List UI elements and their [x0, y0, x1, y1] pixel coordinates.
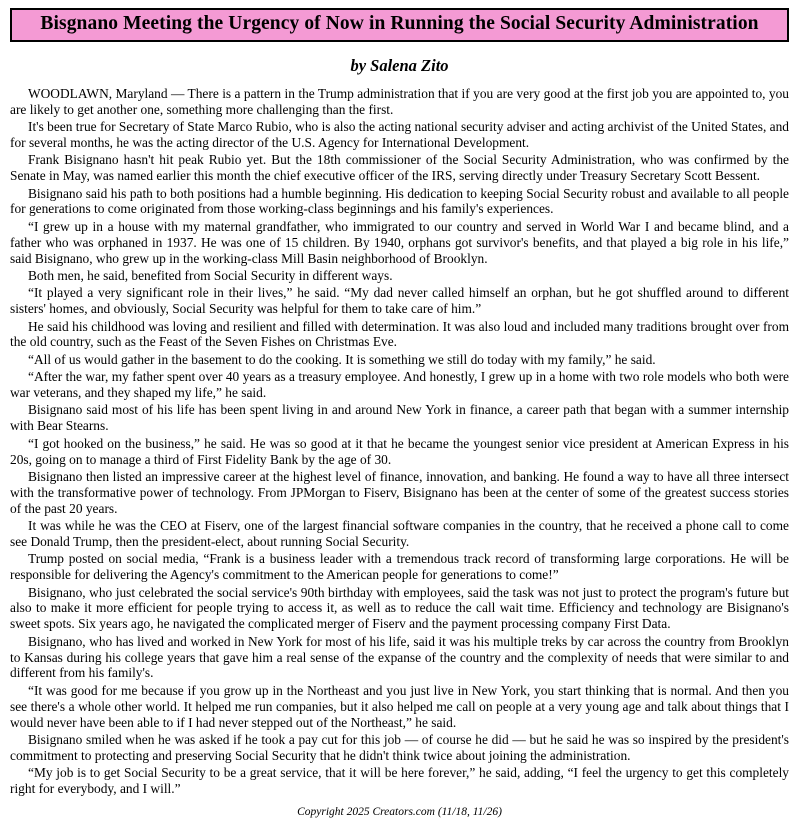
- article-paragraph: Bisignano smiled when he was asked if he took a pay cut for this job — of course he did — but he said he was so inspired by the president's commitment to protecting and preserving Social Security that he didn't think twice about joining the administration.: [10, 731, 789, 763]
- article-paragraph: “All of us would gather in the basement to do the cooking. It is something we still do today with my family,” he said.: [28, 351, 656, 367]
- article-body: [10, 86, 789, 797]
- article-paragraph: Both men, he said, benefited from Social Security in different ways.: [28, 267, 393, 283]
- article-paragraph: Frank Bisignano hasn't hit peak Rubio yet. But the 18th commissioner of the Social Security Administration, who was confirmed by the Senate in May, was named earlier this month the chief executive officer of the IRS, serving directly under Treasury Secretary Scott Bessent.: [10, 152, 789, 184]
- article-paragraph: Bisignano said his path to both positions had a humble beginning. His dedication to keeping Social Security robust and available to all people for generations to come originated from those working-class beginnings and his family's experiences.: [10, 185, 789, 217]
- article-paragraph: “After the war, my father spent over 40 years as a treasury employee. And honestly, I grew up in a home with two role models who both were war veterans, and they shaped my life,” he said.: [10, 369, 789, 401]
- article-paragraph: “It was good for me because if you grow up in the Northeast and you just live in New York, you start thinking that is normal. And then you see there's a whole other world. It helped me run companies, but it also helped me call on people at a very young age and talk about things that I would never have been able to if I had never stepped out of the Northeast,” he said.: [10, 682, 789, 730]
- article-paragraph: “My job is to get Social Security to be a great service, that it will be here forever,” he said, adding, “I feel the urgency to get this completely right for everybody, and I will.”: [10, 765, 789, 797]
- article-paragraph: Bisignano, who has lived and worked in New York for most of his life, said it was his multiple treks by car across the country from Brooklyn to Kansas during his college years that gave him a real sense of the expanse of the country and the complexity of needs that were similar to and different from his family's.: [10, 633, 789, 681]
- article-paragraph: It was while he was the CEO at Fiserv, one of the largest financial software companies in the country, that he received a phone call to come see Donald Trump, then the president-elect, about running Social Security.: [10, 518, 789, 549]
- article-paragraph: Bisignano then listed an impressive career at the highest level of finance, innovation, and banking. He found a way to have all three intersect with the transformative power of technology. From JPMorgan to Fiserv, Bisignano has been at the center of some of the greatest success stories of the past 20 years.: [10, 468, 789, 516]
- article-paragraph: He said his childhood was loving and resilient and filled with determination. It was also loud and included many traditions brought over from the old country, such as the Feast of the Seven Fishes on Christmas Eve.: [10, 318, 789, 350]
- article-paragraph: Bisignano said most of his life has been spent living in and around New York in finance, a career path that began with a summer internship with Bear Stearns.: [10, 402, 789, 434]
- headline-banner: [10, 8, 789, 42]
- article-paragraph: Bisignano, who just celebrated the social service's 90th birthday with employees, said the task was not just to protect the program's future but also to make it more efficient for people trying to access it, as well as to reduce the call wait time. Efficiency and technology are Bisignano's sweet spots. Six years ago, he navigated the complicated merger of Fiserv and the payment processing company First Data.: [10, 584, 789, 632]
- article-paragraph: It's been true for Secretary of State Marco Rubio, who is also the acting national security adviser and acting archivist of the United States, and for several months, he was the acting director of the U.S. Agency for International Development.: [10, 119, 789, 150]
- article-paragraph: “I got hooked on the business,” he said. He was so good at it that he became the youngest senior vice president at American Express in his 20s, going on to manage a third of First Fidelity Bank by the age of 30.: [10, 435, 789, 467]
- byline: by Salena Zito: [350, 55, 449, 75]
- copyright-notice: Copyright 2025 Creators.com (11/18, 11/26): [297, 805, 502, 818]
- article-paragraph: WOODLAWN, Maryland — There is a pattern in the Trump administration that if you are very good at the first job you are appointed to, you are likely to get another one, something more challenging than the first.: [10, 85, 789, 117]
- article-paragraph: “It played a very significant role in their lives,” he said. “My dad never called himself an orphan, but he got shuffled around to different sisters' homes, and obviously, Social Security was helpful for them to take care of him.”: [10, 285, 789, 317]
- page-title: Bisgnano Meeting the Urgency of Now in Running the Social Security Administration: [40, 13, 759, 34]
- article-paragraph: “I grew up in a house with my maternal grandfather, who immigrated to our country and served in World War I and became blind, and a father who was orphaned in 1937. He was one of 15 children. By 1940, orphans got survivor's benefits, and that played a big role in his life,” said Bisignano, who grew up in the working-class Mill Basin neighborhood of Brooklyn.: [10, 218, 789, 266]
- article-paragraph: Trump posted on social media, “Frank is a business leader with a tremendous track record of transforming large corporations. He will be responsible for delivering the Agency's commitment to the American people for generations to come!”: [10, 551, 789, 583]
